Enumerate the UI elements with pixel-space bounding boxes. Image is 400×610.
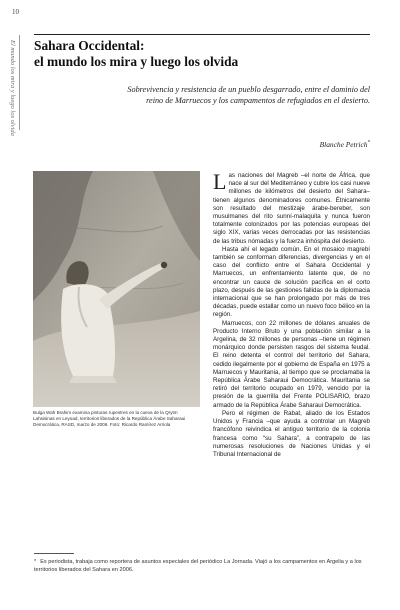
author-footnote-mark: * xyxy=(367,140,370,146)
title-line-2: el mundo los mira y luego los olvida xyxy=(34,54,239,69)
body-paragraph-4: Pero el régimen de Rabat, aliado de los Estados Unidos y Francia –que ayuda a controlar un Magreb francófono reivindica el antiguo territorio de la colonia francesa como “su Sahara”, a contrapelo de las numerosas resoluciones de Naciones Unidas y el Tribunal Internacional de xyxy=(213,409,370,458)
author-footnote xyxy=(34,558,370,574)
cave-photo xyxy=(33,171,200,407)
cave-photo-image xyxy=(33,171,200,407)
page-number: 10 xyxy=(12,8,19,16)
article-body xyxy=(213,169,370,459)
footnote-text: Es periodista, trabaja como reportera de asuntos especiales del periódico La Jornada. Viajó a los campamentos en Argelia y a los territorios liberados del Sahara en 2006. xyxy=(34,559,362,573)
author-byline xyxy=(230,140,370,149)
footnote-rule xyxy=(34,553,74,554)
photo-caption: Bulga Wah Brahim examina pinturas rupestres en la cueva de la Qrytm Lahsisinas en Leyoad, territorios liberados de la República Árabe Saharaui Democrática, RASD, marzo de 2006. Foto: Ricardo Ramírez Arriola xyxy=(33,410,186,427)
article-title xyxy=(34,38,370,70)
body-paragraph-2: Hasta ahí el legado común. En el mosaico magrebí también se conforman diferencias, divergencias y en el caso del conflicto entre el Sahara Occidental y Marruecos, un enfrentamiento latente que, de no encontrar un cauce de solución pacífica en el corto plazo, después de las gestiones fallidas de la diplomacia internacional que se han prolongado por más de tres décadas, puede estallar como un nuevo foco bélico en la región. xyxy=(213,245,370,319)
running-head: El mundo los mira y luego los olvida xyxy=(9,40,16,136)
body-paragraph-3: Marruecos, con 22 millones de dólares anuales de Producto Interno Bruto y una población similar a la Argelina, de 32 millones de personas –tiene un régimen monárquico donde persisten rasgos del sistema feudal. El reino detenta el control del territorio del Sahara, cedido ilegalmente por el gobierno de España en 1975 a Marruecos y Mauritania, al tiempo que se proclamaba la República Árabe Saharaui Democrática. Mauritania se retiró del territorio ocupado en 1979, vencido por la presión de la guerrilla del Frente POLISARIO, brazo armado de la República Árabe Saharaui Democrática. xyxy=(213,319,370,409)
drop-cap: L xyxy=(213,169,227,194)
title-line-1: Sahara Occidental: xyxy=(34,38,145,53)
article-subtitle: Sobrevivencia y resistencia de un pueblo desgarrado, entre el dominio del reino de Marruecos y los campamentos de refugiados en el desierto. xyxy=(127,85,370,105)
footnote-mark: * xyxy=(34,559,37,565)
body-paragraph-1: Las naciones del Magreb –el norte de África, que nace al sur del Mediterráneo y cubre los casi nueve millones de kilómetros del desierto del Sahara– tienen algunos denominadores comunes. Étnicamente son resultado del mestizaje árabe-bereber, son musulmanes del rito sunní-malaquita y nunca fueron totalmente colonizados por las potencias europeas del siglo XIX, varias veces derrocadas por las resistencias de las tribus nómadas y la fuerza inhóspita del desierto. xyxy=(213,169,370,245)
author-name: Blanche Petrich xyxy=(319,140,368,149)
title-rule xyxy=(34,34,370,35)
margin-divider xyxy=(19,35,20,130)
